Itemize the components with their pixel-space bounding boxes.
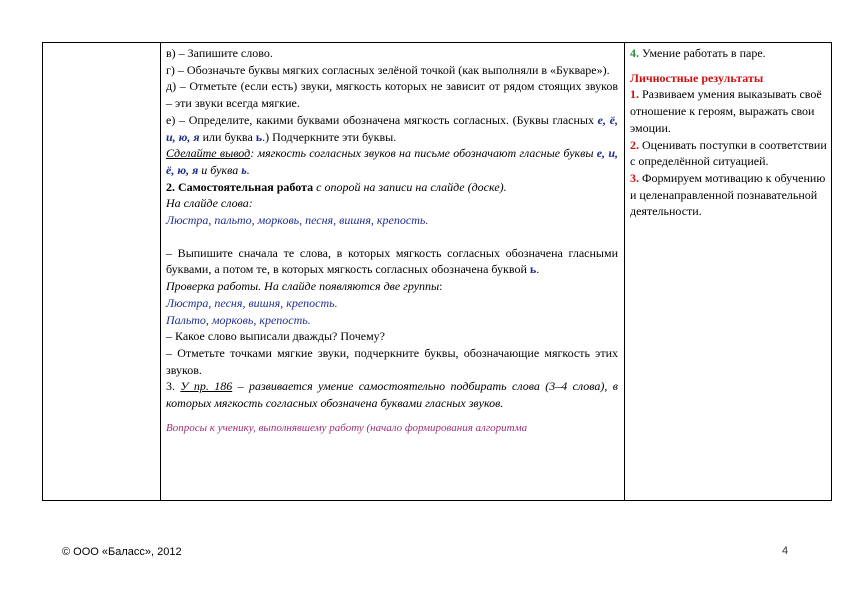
mark-instruction: – Отметьте точками мягкие звуки, подчеркните буквы, обозначающие мягкость этих звуков. — [166, 345, 618, 377]
slide-words: Люстра, пальто, морковь, песня, вишня, крепость. — [166, 213, 429, 228]
exercise-3: 3. У пр. 186 – развивается умение самостоятельно подбирать слова (3–4 слова), в которых мягкость согласных обозначена буквами гласных звуков. — [166, 379, 618, 411]
conclusion-label: Сделайте вывод — [166, 146, 251, 161]
spacer — [166, 229, 618, 245]
vowel-letters: е, ё, и, ю, я — [166, 112, 619, 144]
word-group-2: Пальто, морковь, крепость. — [166, 312, 311, 327]
task-2-heading: 2. Самостоятельная работа с опорой на записи на слайде (доске). — [166, 179, 507, 194]
results-cell — [625, 43, 832, 501]
lesson-content-cell — [161, 43, 625, 501]
write-instruction: – Выпишите сначала те слова, в которых мягкость согласных обозначена гласными буквами, а потом те, в которых мягкость согласных обозначена буквой ь. — [166, 245, 618, 277]
spacer — [166, 412, 618, 420]
copyright: © ООО «Баласс», 2012 — [62, 546, 182, 558]
result-item-3: 3. Формируем мотивацию к обучению и целенаправленной познавательной деятельности. — [630, 170, 826, 219]
personal-results-heading: Личностные результаты — [630, 70, 764, 85]
page-number: 4 — [782, 545, 789, 557]
result-item-2: 2. Оценивать поступки в соответствии с определённой ситуацией. — [630, 137, 827, 169]
word-group-1: Люстра, песня, вишня, крепость. — [166, 295, 338, 310]
lesson-table — [42, 42, 832, 501]
step-d: д) – Отметьте (если есть) звуки, мягкость которых не зависит от рядом стоящих звуков – эти звуки всегда мягкие. — [166, 79, 618, 111]
table-row — [43, 43, 832, 501]
spacer — [630, 62, 827, 70]
slide-label: На слайде слова: — [166, 196, 253, 211]
result-item-1: 1. Развиваем умения выказывать своё отношение к героям, выражать свои эмоции. — [630, 87, 822, 135]
step-e: е) – Определите, какими буквами обозначена мягкость согласных. (Буквы гласных е, ё, и, ю, я или буква ь.) Подчеркните эти буквы. — [166, 112, 619, 144]
check-label: Проверка работы. На слайде появляются две группы: — [166, 279, 443, 294]
empty-cell — [43, 43, 161, 501]
question: – Какое слово выписали дважды? Почему? — [166, 329, 386, 344]
soft-sign: ь — [255, 129, 263, 144]
exercise-link[interactable]: У пр. 186 — [180, 379, 233, 394]
step-g: г) – Обозначьте буквы мягких согласных зелёной точкой (как выполняли в «Букваре»). — [166, 62, 610, 77]
conclusion: Сделайте вывод: мягкость согласных звуков на письме обозначают гласные буквы е, и, ё, ю, я и буква ь. — [166, 146, 618, 177]
result-item-4: 4. Умение работать в паре. — [630, 46, 766, 60]
questions-line: Вопросы к ученику, выполнявшему работу (начало формирования алгоритма — [166, 421, 528, 434]
step-v: в) – Запишите слово. — [166, 46, 273, 60]
